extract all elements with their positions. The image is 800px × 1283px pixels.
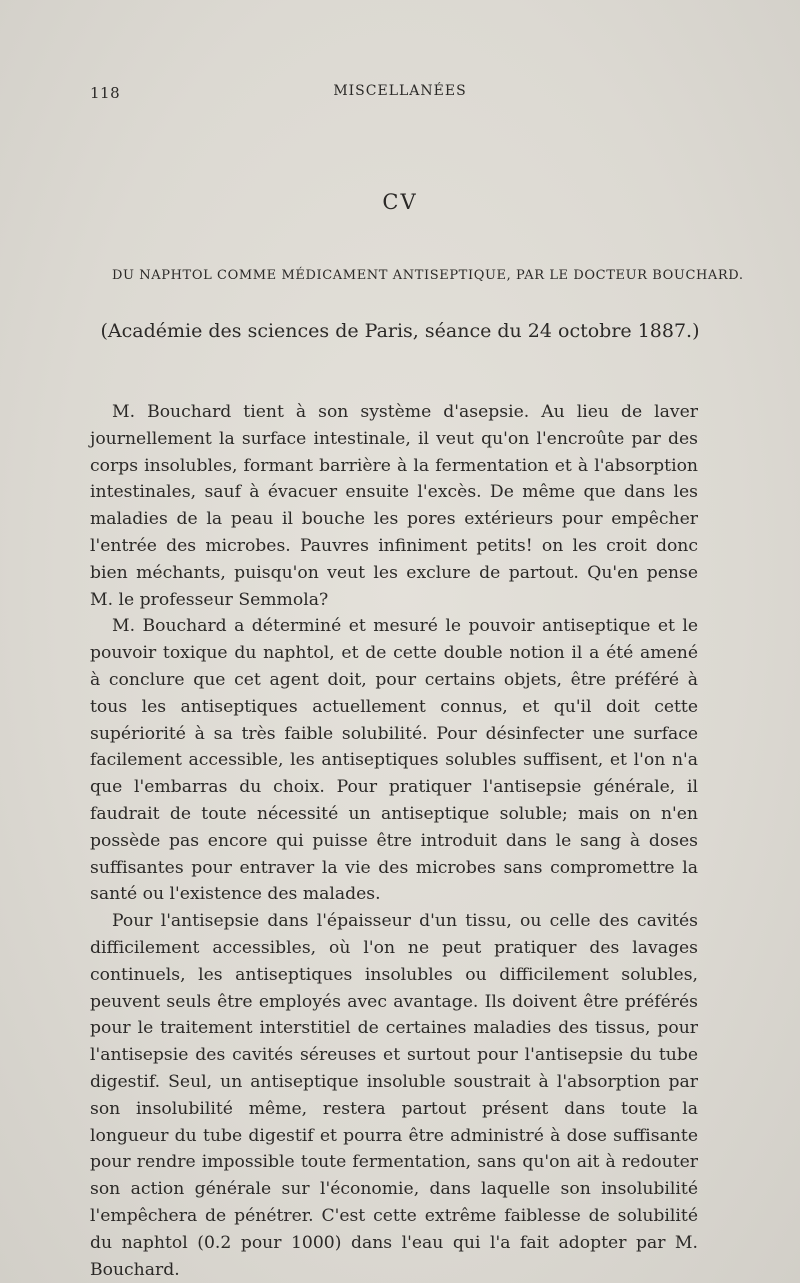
page-number: 118 xyxy=(90,84,121,102)
running-head: MISCELLANÉES xyxy=(333,83,467,99)
article-body xyxy=(90,399,698,1283)
paragraph: M. Bouchard tient à son système d'asepsie. Au lieu de laver journellement la surface intestinale, il veut qu'on l'encroûte par des corps insolubles, formant barrière à la fermentation et à l'absorption intestinales, sauf à évacuer ensuite l'excès. De même que dans les maladies de la peau il bouche les pores extérieurs pour empêcher l'entrée des microbes. Pauvres infiniment petits! on les croit donc bien méchants, puisqu'on veut les exclure de partout. Qu'en pense M. le professeur Semmola? xyxy=(90,402,698,610)
article-title: DU NAPHTOL COMME MÉDICAMENT ANTISEPTIQUE, PAR LE DOCTEUR BOUCHARD. xyxy=(112,268,744,283)
paragraph: Pour l'antisepsie dans l'épaisseur d'un tissu, ou celle des cavités difficilement accessibles, où l'on ne peut pratiquer des lavages continuels, les antiseptiques insolubles ou difficilement solubles, peuvent seuls être employés avec avantage. Ils doivent être préférés pour le traitement interstitiel de certaines maladies des tissus, pour l'antisepsie des cavités séreuses et surtout pour l'antisepsie du tube digestif. Seul, un antiseptique insoluble soustrait à l'absorption par son insolubilité même, restera partout présent dans toute la longueur du tube digestif et pourra être administré à dose suffisante pour rendre impossible toute fermentation, sans qu'on ait à redouter son action générale sur l'économie, dans laquelle son insolubilité l'empêchera de pénétrer. C'est cette extrême faiblesse de solubilité du naphtol (0.2 pour 1000) dans l'eau qui l'a fait adopter par M. Bouchard. xyxy=(90,911,698,1280)
article-source: (Académie des sciences de Paris, séance du 24 octobre 1887.) xyxy=(100,320,700,342)
article-number: CV xyxy=(382,190,418,214)
paragraph: M. Bouchard a déterminé et mesuré le pouvoir antiseptique et le pouvoir toxique du naphtol, et de cette double notion il a été amené à conclure que cet agent doit, pour certains objets, être préféré à tous les antiseptiques actuellement connus, et qu'il doit cette supériorité à sa très faible solubilité. Pour désinfecter une surface facilement accessible, les antiseptiques solubles suffisent, et l'on n'a que l'embarras du choix. Pour pratiquer l'antisepsie générale, il faudrait de toute nécessité un antiseptique soluble; mais on n'en possède pas encore qui puisse être introduit dans le sang à doses suffisantes pour entraver la vie des microbes sans compromettre la santé ou l'existence des malades. xyxy=(90,616,698,905)
